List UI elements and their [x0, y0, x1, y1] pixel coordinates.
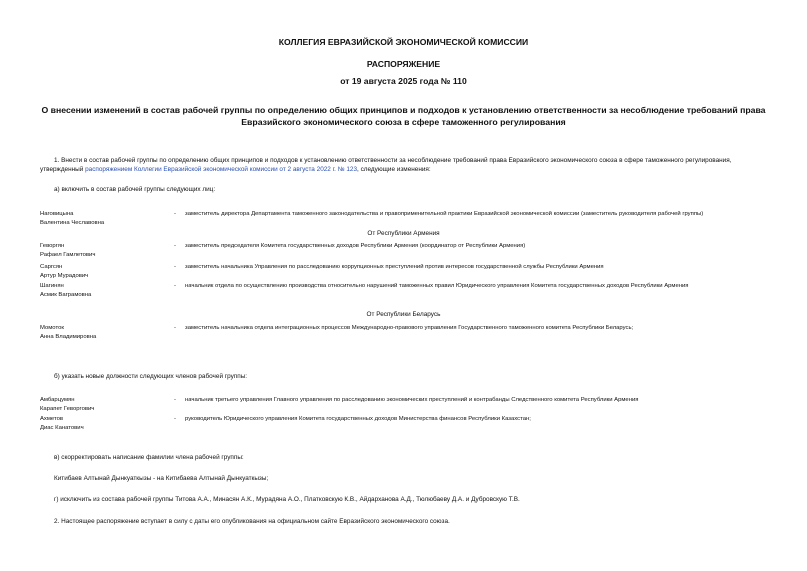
- member-surname: Ахметов: [40, 416, 64, 422]
- doc-type-heading: РАСПОРЯЖЕНИЕ: [366, 59, 441, 69]
- separator-dash: -: [174, 397, 176, 403]
- member-given-name: Анна Владимировна: [40, 333, 97, 340]
- paragraph-1: [40, 156, 770, 174]
- member-surname: Наговицына: [40, 211, 74, 217]
- date-number: от 19 августа 2025 года № 110: [340, 76, 467, 86]
- document-title: О внесении изменений в состав рабочей группы по определению общих принципов и подходов к установлению ответственности за несоблюдение требований права Евразийского экономического союза в сфере таможенного регулирования: [41, 105, 766, 127]
- member-position: руководитель Юридического управления Комитета государственных доходов Министерства финансов Республики Казахстан;: [185, 416, 531, 422]
- section-d-label: г) исключить из состава рабочей группы Титова А.А., Минасян А.К., Мурадяна А.О., Платковскую К.В., Айдарханова А.Д., Тюлюбаеву Д.А. и Дубровскую Т.В.: [54, 496, 520, 503]
- regulation-link[interactable]: распоряжением Коллегии Евразийской экономической комиссии от 2 августа 2022 г. № 123: [85, 166, 358, 173]
- paragraph-2: 2. Настоящее распоряжение вступает в силу с даты его опубликования на официальном сайте Евразийского экономического союза.: [54, 518, 450, 525]
- paragraph-1-text-after: , следующие изменения:: [357, 166, 431, 173]
- member-given-name: Асмик Ваграмовна: [40, 291, 92, 298]
- member-given-name: Валентина Чеславовна: [40, 219, 105, 226]
- member-surname: Амбарцумян: [40, 397, 75, 403]
- section-c-label: в) скорректировать написание фамилии члена рабочей группы:: [54, 454, 244, 461]
- name-correction: Китибаев Алтынай Дынкуаткызы - на Китибаева Алтынай Дынкуаткызы;: [54, 475, 269, 482]
- section-b-label: б) указать новые должности следующих членов рабочей группы:: [54, 373, 248, 380]
- member-name: [40, 324, 170, 341]
- separator-dash: -: [174, 243, 176, 249]
- separator-dash: -: [174, 264, 176, 270]
- member-name: [40, 415, 170, 432]
- subheading-armenia: От Республики Армения: [367, 230, 440, 237]
- member-position: начальник третьего управления Главного управления по расследованию экономических преступлений и контрабанды Следственного комитета Республики Армения: [185, 397, 639, 403]
- org-heading: КОЛЛЕГИЯ ЕВРАЗИЙСКОЙ ЭКОНОМИЧЕСКОЙ КОМИССИИ: [278, 37, 529, 47]
- separator-dash: -: [174, 325, 176, 331]
- member-position: заместитель председателя Комитета государственных доходов Республики Армения (координатор от Республики Армения): [185, 243, 526, 249]
- member-given-name: Рафаел Гамлетович: [40, 251, 96, 258]
- member-surname: Саргсян: [40, 264, 63, 270]
- member-name: [40, 396, 170, 413]
- member-given-name: Диас Канатович: [40, 424, 84, 431]
- section-a-label: а) включить в состав рабочей группы следующих лиц:: [54, 186, 216, 193]
- member-position: заместитель начальника Управления по расследованию коррупционных преступлений против интересов государственной службы Республики Армения: [185, 264, 604, 270]
- separator-dash: -: [174, 283, 176, 289]
- member-surname: Геворгян: [40, 243, 65, 249]
- separator-dash: -: [174, 211, 176, 217]
- subheading-belarus: От Республики Беларусь: [366, 311, 441, 318]
- paragraph-1-text-before: 1. Внести в состав рабочей группы по определению общих принципов и подходов к установлению ответственности за несоблюдение требований права Евразийского экономического союза в сфере таможенного регулирования, утвержденный: [40, 157, 732, 173]
- member-name: [40, 263, 170, 280]
- member-name: [40, 210, 170, 227]
- member-given-name: Артур Мурадович: [40, 272, 89, 279]
- member-position: заместитель директора Департамента таможенного законодательства и правоприменительной практики Евразийской экономической комиссии (заместитель руководителя рабочей группы): [185, 211, 704, 217]
- separator-dash: -: [174, 416, 176, 422]
- member-position: начальник отдела по осуществлению производства относительно нарушений таможенных правил Юридического управления Комитета государственных доходов Республики Армения: [185, 283, 689, 289]
- member-name: [40, 242, 170, 259]
- member-position: заместитель начальника отдела интеграционных процессов Международно-правового управления Государственного таможенного комитета Республики Беларусь;: [185, 325, 634, 331]
- member-surname: Момоток: [40, 325, 64, 331]
- member-given-name: Карапет Геворгович: [40, 405, 95, 412]
- member-name: [40, 282, 170, 299]
- member-surname: Шагинян: [40, 283, 64, 289]
